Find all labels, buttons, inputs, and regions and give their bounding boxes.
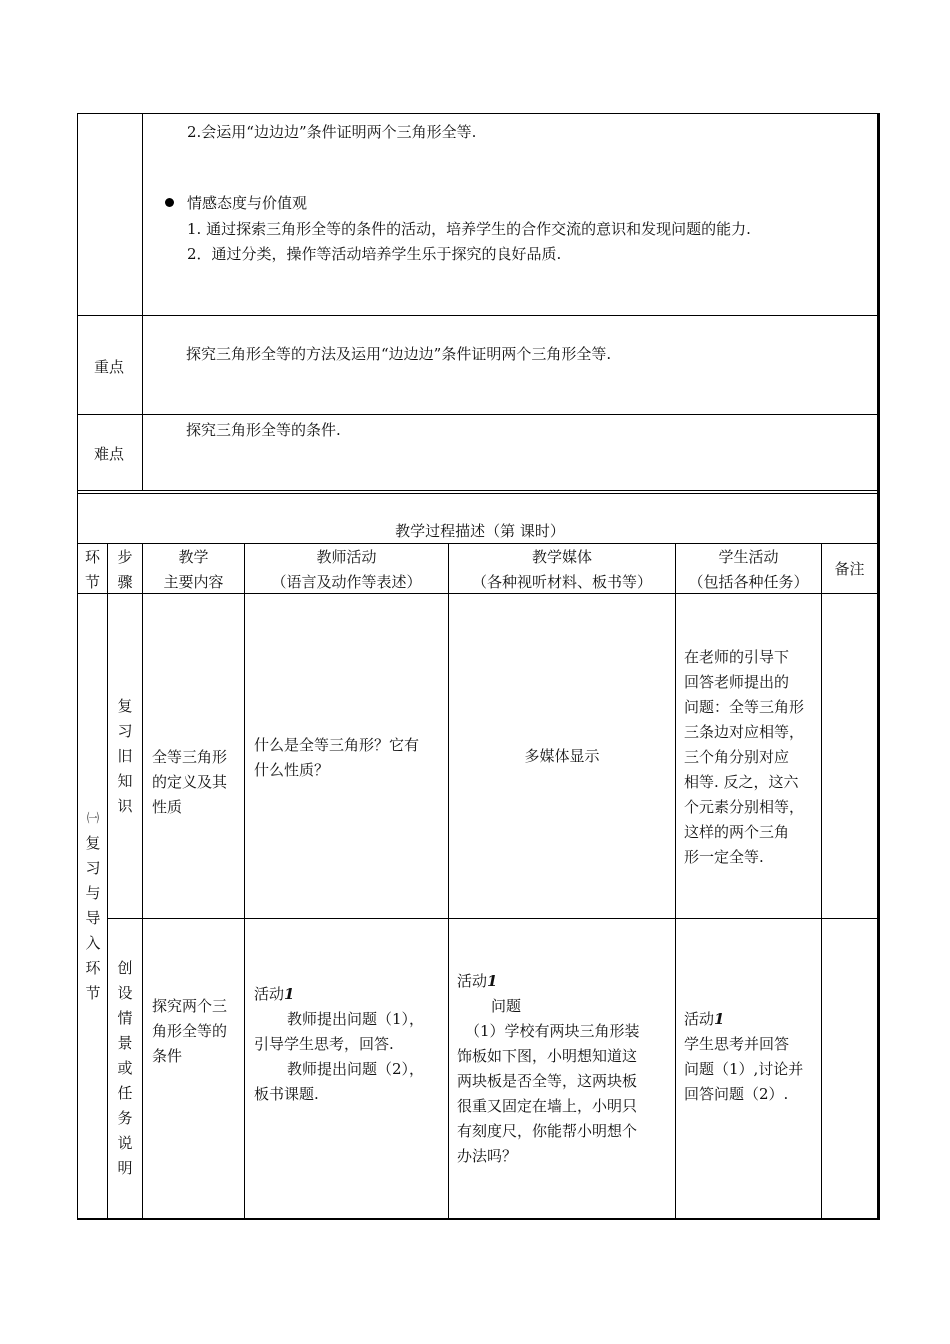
rule-difficulty-bottom-2 — [77, 493, 880, 494]
row-1-student: 在老师的引导下 回答老师提出的 问题：全等三角形 三条边对应相等， 三个角分别对应 相等. 反之，这六 个元素分别相等， 这样的两个三角 形一定全等. — [684, 648, 805, 866]
rule-col-1 — [107, 543, 108, 1219]
row-2-teacher: 活动1 教师提出问题（1）， 引导学生思考，回答. 教师提出问题（2）， 板书课题. — [254, 985, 425, 1103]
difficulty-text: 探究三角形全等的条件. — [186, 421, 341, 439]
header-student: 学生活动 （包括各种任务） — [688, 548, 809, 591]
row-2-media: 活动1 问题 （1）学校有两块三角形装 饰板如下图，小明想知道这 两块板是否全等，这两块板 很重又固定在墙上，小明只 有刻度尺，你能帮小明想个 办法吗？ — [457, 972, 640, 1165]
header-notes: 备注 — [834, 560, 865, 578]
key-point-text: 探究三角形全等的方法及运用“边边边”条件证明两个三角形全等. — [186, 345, 612, 363]
header-step: 步 骤 — [117, 548, 133, 591]
segment-1-label: ㈠ 复 习 与 导 入 环 节 — [85, 811, 101, 1002]
rule-col-5 — [675, 543, 676, 1219]
border-top — [77, 113, 880, 114]
rule-row-1-bottom — [107, 918, 880, 919]
row-1-content: 全等三角形 的定义及其 性质 — [152, 748, 228, 816]
difficulty-label: 难点 — [94, 445, 125, 463]
rule-objectives-bottom — [77, 315, 880, 316]
attitude-item-1: 1. 通过探索三角形全等的条件的活动，培养学生的合作交流的意识和发现问题的能力. — [187, 220, 751, 238]
rule-col-2 — [142, 543, 143, 1219]
row-2-content: 探究两个三 角形全等的 条件 — [152, 997, 228, 1065]
header-content: 教学 主要内容 — [163, 548, 224, 591]
row-2-student: 活动1 学生思考并回答 问题（1）,讨论并 回答问题（2）. — [684, 1010, 804, 1103]
key-point-label: 重点 — [94, 358, 125, 376]
header-teacher: 教师活动 （语言及动作等表述） — [271, 548, 422, 591]
border-left — [77, 113, 78, 1220]
rule-difficulty-bottom-1 — [77, 490, 880, 491]
border-bottom — [77, 1218, 880, 1220]
rule-col-6 — [821, 543, 822, 1219]
header-segment: 环 节 — [84, 548, 100, 591]
row-1-teacher: 什么是全等三角形？它有 什么性质？ — [254, 736, 420, 779]
bullet-icon — [165, 198, 174, 207]
rule-upper-col — [142, 113, 143, 491]
row-1-step: 复 习 旧 知 识 — [117, 697, 133, 815]
process-title: 教学过程描述（第 课时） — [395, 522, 565, 540]
rule-keypoint-bottom — [77, 414, 880, 415]
rule-col-4 — [448, 543, 449, 1219]
rule-col-3 — [244, 543, 245, 1219]
rule-header-top — [77, 543, 880, 544]
header-media: 教学媒体 （各种视听材料、板书等） — [471, 548, 652, 591]
row-2-step: 创 设 情 景 或 任 务 说 明 — [117, 959, 133, 1177]
attitude-heading: 情感态度与价值观 — [187, 194, 308, 212]
row-1-media: 多媒体显示 — [524, 747, 600, 765]
objective-skill-2: 2.会运用“边边边”条件证明两个三角形全等. — [187, 123, 477, 141]
border-right — [877, 113, 880, 1220]
attitude-item-2: 2．通过分类，操作等活动培养学生乐于探究的良好品质. — [187, 245, 562, 263]
